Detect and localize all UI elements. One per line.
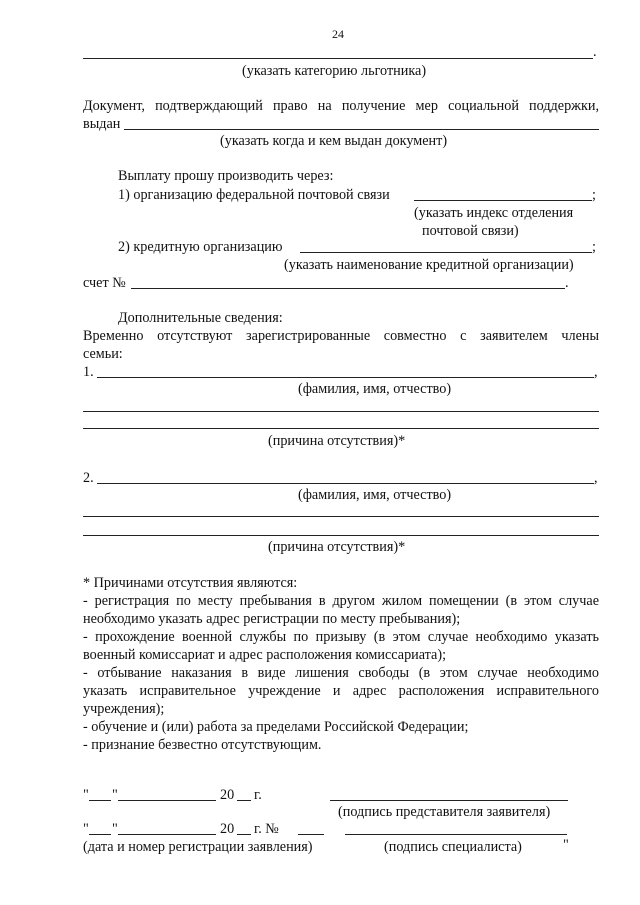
member-1-name-line[interactable] — [97, 377, 594, 378]
reason-1-line-1: - регистрация по месту пребывания в другом жилом помещении (в этом случае — [83, 593, 599, 609]
absent-line-1: Временно отсутствуют зарегистрированные совместно с заявителем члены — [83, 328, 599, 344]
account-period: . — [565, 275, 569, 291]
date-2-month-line[interactable] — [118, 834, 216, 835]
reason-3-line-2: указать исправительное учреждение и адрес расположения исправительного — [83, 683, 599, 699]
reason-2-line-2: военный комиссариат и адрес расположения комиссариата); — [83, 647, 447, 663]
rep-signature-hint: (подпись представителя заявителя) — [338, 804, 551, 820]
postal-index-line[interactable] — [414, 200, 592, 201]
date-1-year-line[interactable] — [237, 800, 251, 801]
date-2-close-quote: " — [112, 821, 118, 837]
closing-quote-mark: " — [563, 837, 569, 853]
payment-heading: Выплату прошу производить через: — [118, 168, 334, 184]
document-line-1: Документ, подтверждающий право на получение мер социальной поддержки, — [83, 98, 599, 114]
issued-hint: (указать когда и кем выдан документ) — [220, 133, 448, 149]
registration-hint: (дата и номер регистрации заявления) — [83, 839, 313, 855]
beneficiary-category-hint: (указать категорию льготника) — [242, 63, 427, 79]
reason-4: - обучение и (или) работа за пределами Российской Федерации; — [83, 719, 469, 735]
rep-signature-line[interactable] — [330, 800, 568, 801]
account-label: счет № — [83, 275, 126, 291]
additional-heading: Дополнительные сведения: — [118, 310, 283, 326]
reason-5: - признание безвестно отсутствующим. — [83, 737, 322, 753]
member-2-name-hint: (фамилия, имя, отчество) — [298, 487, 452, 503]
member-1-name-hint: (фамилия, имя, отчество) — [298, 381, 452, 397]
issued-line[interactable] — [124, 129, 599, 130]
member-2-number: 2. — [83, 470, 94, 486]
account-line[interactable] — [131, 288, 565, 289]
reason-2-line-1: - прохождение военной службы по призыву (в этом случае необходимо указать — [83, 629, 599, 645]
date-1-year-suffix: г. — [254, 787, 262, 803]
member-1-reason-line-1[interactable] — [83, 411, 599, 412]
date-2-number-label: г. № — [254, 821, 279, 837]
date-1-year-prefix: 20 — [220, 787, 235, 803]
credit-org-line[interactable] — [300, 252, 592, 253]
specialist-signature-line[interactable] — [345, 834, 567, 835]
member-1-reason-line-2[interactable] — [83, 428, 599, 429]
reasons-heading: * Причинами отсутствия являются: — [83, 575, 298, 591]
registration-number-line[interactable] — [298, 834, 324, 835]
date-2-year-line[interactable] — [237, 834, 251, 835]
postal-hint-1: (указать индекс отделения — [414, 205, 574, 221]
reason-3-line-3: учреждения); — [83, 701, 165, 717]
credit-semicolon: ; — [592, 239, 596, 255]
member-2-reason-hint: (причина отсутствия)* — [268, 539, 406, 555]
date-2-day-line[interactable] — [89, 834, 111, 835]
credit-label: 2) кредитную организацию — [118, 239, 283, 255]
issued-label: выдан — [83, 116, 121, 132]
date-2-open-quote: " — [83, 821, 89, 837]
date-1-month-line[interactable] — [118, 800, 216, 801]
member-1-number: 1. — [83, 364, 94, 380]
reason-3-line-1: - отбывание наказания в виде лишения свободы (в этом случае необходимо — [83, 665, 599, 681]
date-2-year-prefix: 20 — [220, 821, 235, 837]
beneficiary-period: . — [593, 44, 597, 60]
beneficiary-category-line[interactable] — [83, 58, 593, 59]
date-1-close-quote: " — [112, 787, 118, 803]
postal-label: 1) организацию федеральной почтовой связи — [118, 187, 390, 203]
member-1-reason-hint: (причина отсутствия)* — [268, 433, 406, 449]
member-2-comma: , — [594, 470, 598, 486]
member-1-comma: , — [594, 364, 598, 380]
credit-hint: (указать наименование кредитной организации) — [284, 257, 574, 273]
postal-semicolon: ; — [592, 187, 596, 203]
page-number: 24 — [332, 27, 344, 41]
member-2-name-line[interactable] — [97, 483, 594, 484]
date-1-open-quote: " — [83, 787, 89, 803]
member-2-reason-line-1[interactable] — [83, 516, 599, 517]
absent-line-2: семьи: — [83, 346, 123, 362]
member-2-reason-line-2[interactable] — [83, 535, 599, 536]
date-1-day-line[interactable] — [89, 800, 111, 801]
specialist-signature-hint: (подпись специалиста) — [384, 839, 522, 855]
reason-1-line-2: необходимо указать адрес регистрации по месту пребывания); — [83, 611, 461, 627]
postal-hint-2: почтовой связи) — [422, 223, 519, 239]
